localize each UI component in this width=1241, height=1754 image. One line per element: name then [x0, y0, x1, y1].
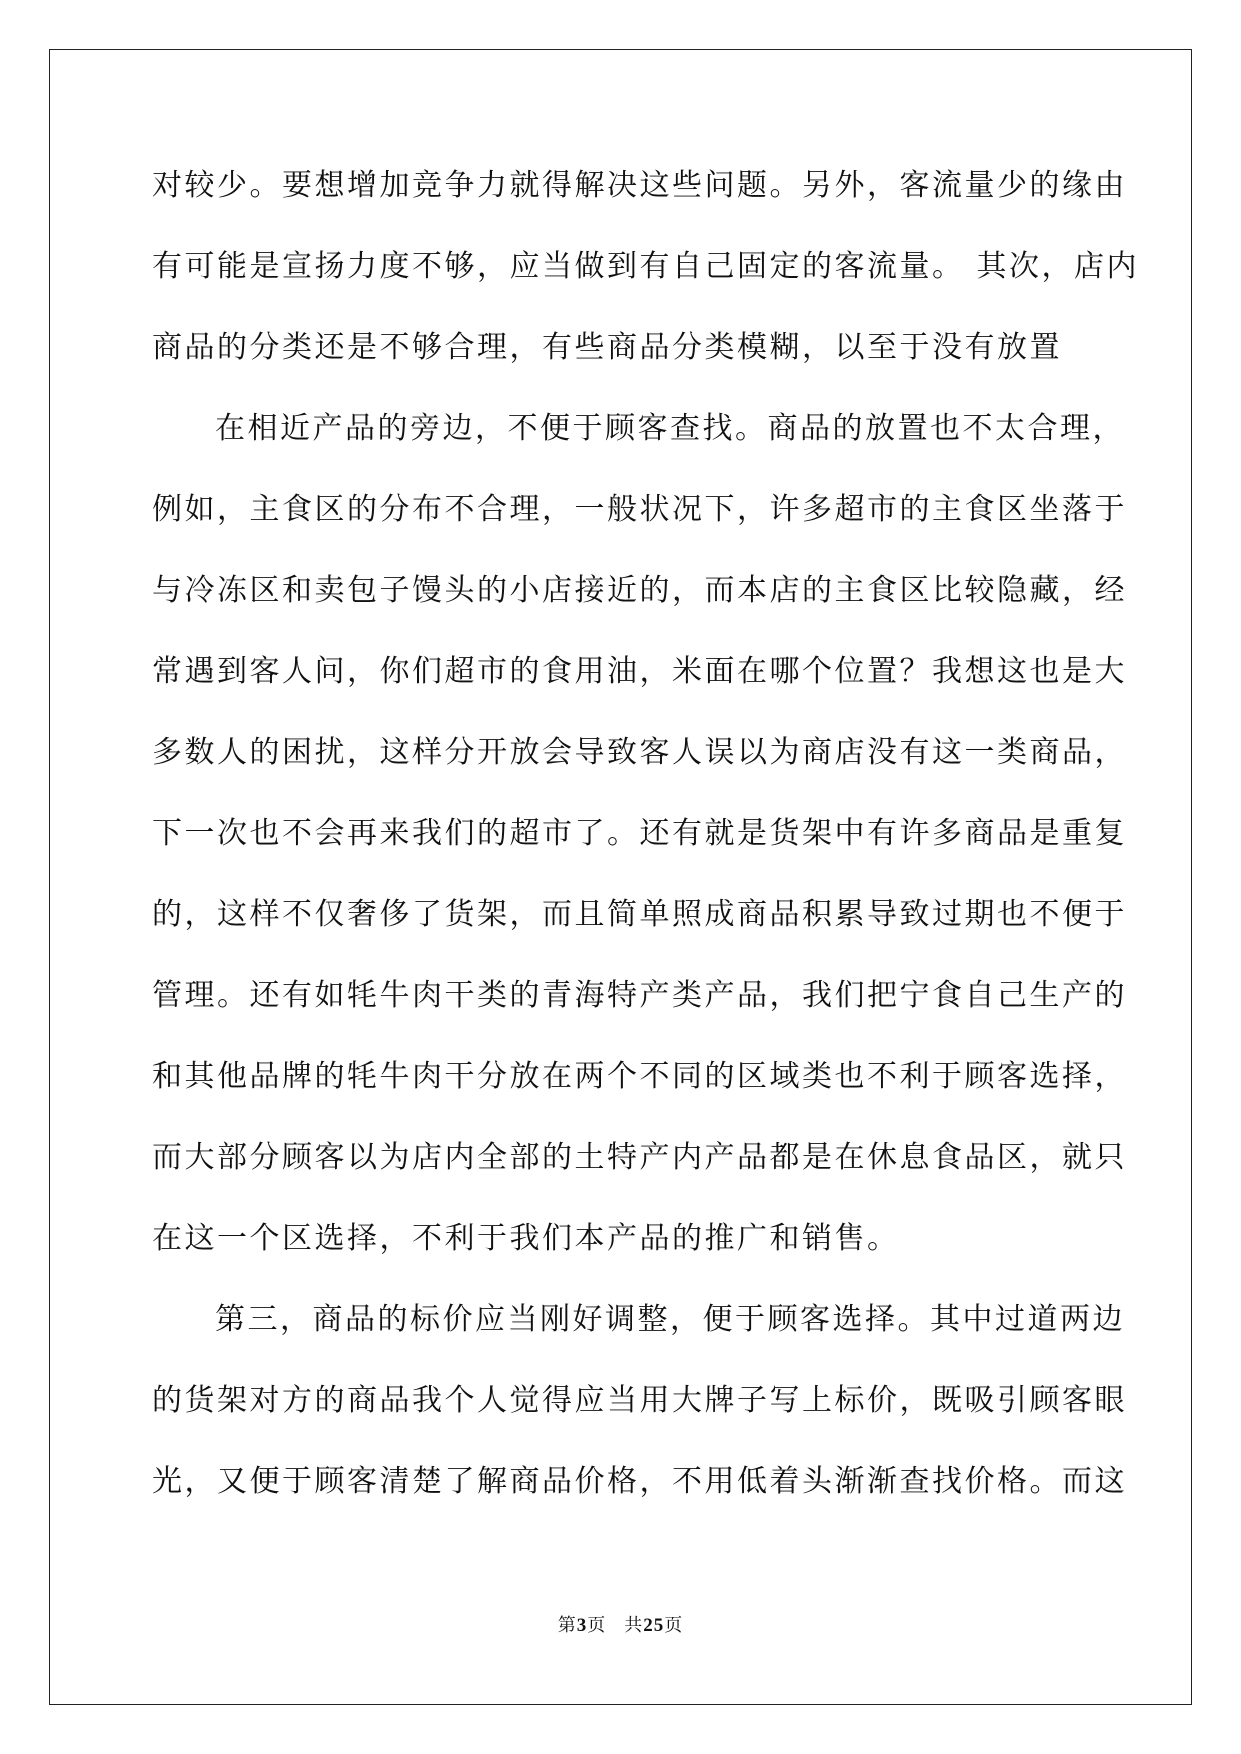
text-line: 管理。还有如牦牛肉干类的青海特产类产品，我们把宁食自己生产的 [152, 978, 1127, 1013]
page-number: 3 [576, 1615, 588, 1636]
text-line: 光，又便于顾客清楚了解商品价格，不用低着头渐渐查找价格。而这 [152, 1464, 1127, 1499]
text-line: 在这一个区选择，不利于我们本产品的推广和销售。 [152, 1221, 900, 1256]
text-line: 商品的分类还是不够合理，有些商品分类模糊，以至于没有放置 [152, 330, 1062, 365]
total-label-suffix: 页 [664, 1615, 684, 1636]
text-line: 有可能是宣扬力度不够，应当做到有自己固定的客流量。 其次，店内 [152, 249, 1140, 284]
text-line: 对较少。要想增加竞争力就得解决这些问题。另外，客流量少的缘由 [152, 168, 1127, 203]
page-label-suffix: 页 [587, 1615, 607, 1636]
total-label-prefix: 共 [624, 1615, 644, 1636]
page-label-prefix: 第 [557, 1615, 577, 1636]
text-line: 而大部分顾客以为店内全部的土特产内产品都是在休息食品区，就只 [152, 1140, 1127, 1175]
text-line: 下一次也不会再来我们的超市了。还有就是货架中有许多商品是重复 [152, 816, 1127, 851]
paragraph-start-line: 在相近产品的旁边，不便于顾客查找。商品的放置也不太合理， [215, 411, 1125, 446]
paragraph-start-line: 第三，商品的标价应当刚好调整，便于顾客选择。其中过道两边 [215, 1302, 1125, 1337]
text-line: 的货架对方的商品我个人觉得应当用大牌子写上标价，既吸引顾客眼 [152, 1383, 1127, 1418]
text-line: 多数人的困扰，这样分开放会导致客人误以为商店没有这一类商品， [152, 735, 1127, 770]
text-line: 与冷冻区和卖包子馒头的小店接近的，而本店的主食区比较隐藏，经 [152, 573, 1127, 608]
text-line: 和其他品牌的牦牛肉干分放在两个不同的区域类也不利于顾客选择， [152, 1059, 1127, 1094]
document-body [152, 162, 1140, 1539]
text-line: 常遇到客人问，你们超市的食用油，米面在哪个位置？我想这也是大 [152, 654, 1127, 689]
text-line: 的，这样不仅奢侈了货架，而且简单照成商品积累导致过期也不便于 [152, 897, 1127, 932]
text-line: 例如，主食区的分布不合理，一般状况下，许多超市的主食区坐落于 [152, 492, 1127, 527]
page-footer [0, 1611, 1241, 1637]
total-pages: 25 [643, 1615, 665, 1636]
